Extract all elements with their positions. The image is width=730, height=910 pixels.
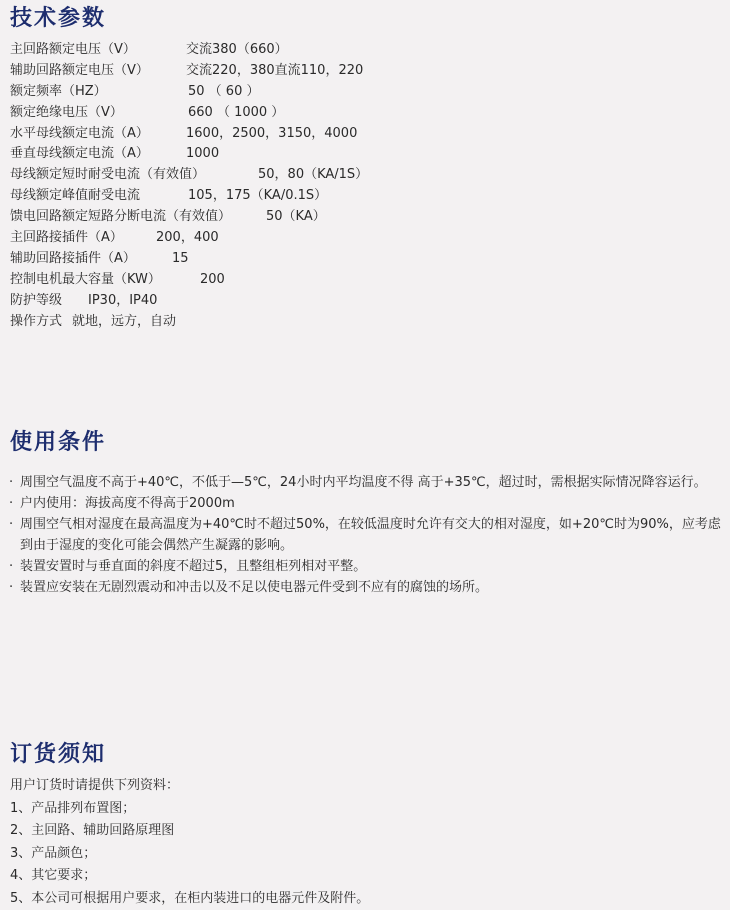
spec-row (10, 228, 231, 249)
conditions-section-title: 使用条件 (10, 430, 106, 456)
spec-row (10, 61, 231, 82)
spec-value: 50 （ 60 ） (188, 82, 259, 103)
spec-value: 50，80（KA/1S） (258, 165, 368, 186)
spec-label: 主回路额定电压（V） (10, 40, 136, 61)
spec-label: 水平母线额定电流（A） (10, 124, 149, 145)
spec-label: 母线额定峰值耐受电流 (10, 186, 140, 207)
order-intro: 用户订货时请提供下列资料： (10, 775, 369, 798)
list-item (6, 472, 722, 493)
spec-label: 额定频率（HZ） (10, 82, 107, 103)
bullet-icon: · (9, 556, 13, 577)
bullet-icon: · (9, 577, 13, 598)
list-item (6, 556, 722, 577)
spec-value: 105，175（KA/0.1S） (188, 186, 327, 207)
spec-label: 控制电机最大容量（KW） (10, 270, 161, 291)
spec-row (10, 103, 231, 124)
order-list (10, 775, 369, 910)
spec-value: 50（KA） (266, 207, 326, 228)
spec-row (10, 249, 231, 270)
condition-text: 周围空气温度不高于+40℃，不低于—5℃，24小时内平均温度不得 高于+35℃，超过时，需根据实际情况降容运行。 (20, 475, 707, 490)
spec-row (10, 291, 231, 312)
condition-text: 周围空气相对湿度在最高温度为+40℃时不超过50%，在较低温度时允许有交大的相对湿度，如+20℃时为90%，应考虑到由于湿度的变化可能会偶然产生凝露的影响。 (20, 517, 721, 553)
spec-label: 馈电回路额定短路分断电流（有效值） (10, 207, 231, 228)
list-item: 4、其它要求； (10, 865, 369, 888)
spec-row (10, 165, 231, 186)
bullet-icon: · (9, 514, 13, 535)
list-item: 1、产品排列布置图； (10, 798, 369, 821)
list-item (6, 514, 722, 556)
conditions-list (6, 472, 722, 598)
tech-section-title: 技术参数 (10, 6, 106, 32)
spec-value: 1600，2500，3150，4000 (186, 124, 357, 145)
spec-row (10, 40, 231, 61)
spec-label: 主回路接插件（A） (10, 228, 123, 249)
spec-row (10, 144, 231, 165)
spec-label: 额定绝缘电压（V） (10, 103, 123, 124)
spec-label: 母线额定短时耐受电流（有效值） (10, 165, 205, 186)
spec-value: 1000 (186, 144, 219, 165)
list-item (6, 493, 722, 514)
spec-row (10, 186, 231, 207)
spec-value: IP30，IP40 (88, 291, 157, 312)
spec-row (10, 270, 231, 291)
spec-value: 200，400 (156, 228, 219, 249)
condition-text: 装置应安装在无剧烈震动和冲击以及不足以使电器元件受到不应有的腐蚀的场所。 (20, 580, 488, 595)
spec-label: 辅助回路接插件（A） (10, 249, 136, 270)
list-item: 5、本公司可根据用户要求，在柜内装进口的电器元件及附件。 (10, 888, 369, 910)
bullet-icon: · (9, 493, 13, 514)
spec-row (10, 82, 231, 103)
list-item: 2、主回路、辅助回路原理图 (10, 820, 369, 843)
list-item: 3、产品颜色； (10, 843, 369, 866)
spec-row (10, 124, 231, 145)
spec-label: 辅助回路额定电压（V） (10, 61, 149, 82)
condition-text: 户内使用：海拔高度不得高于2000m (20, 496, 235, 511)
spec-row (10, 312, 231, 333)
spec-label: 垂直母线额定电流（A） (10, 144, 149, 165)
spec-value: 就地，远方，自动 (72, 312, 176, 333)
spec-label: 操作方式 (10, 312, 62, 333)
spec-row (10, 207, 231, 228)
order-section-title: 订货须知 (10, 742, 106, 768)
spec-value: 200 (200, 270, 225, 291)
condition-text: 装置安置时与垂直面的斜度不超过5，且整组柜列相对平整。 (20, 559, 366, 574)
tech-spec-list (10, 40, 231, 332)
spec-label: 防护等级 (10, 291, 62, 312)
bullet-icon: · (9, 472, 13, 493)
spec-value: 15 (172, 249, 189, 270)
spec-value: 交流220，380直流110，220 (186, 61, 363, 82)
spec-value: 660 （ 1000 ） (188, 103, 284, 124)
spec-value: 交流380（660） (186, 40, 288, 61)
list-item (6, 577, 722, 598)
